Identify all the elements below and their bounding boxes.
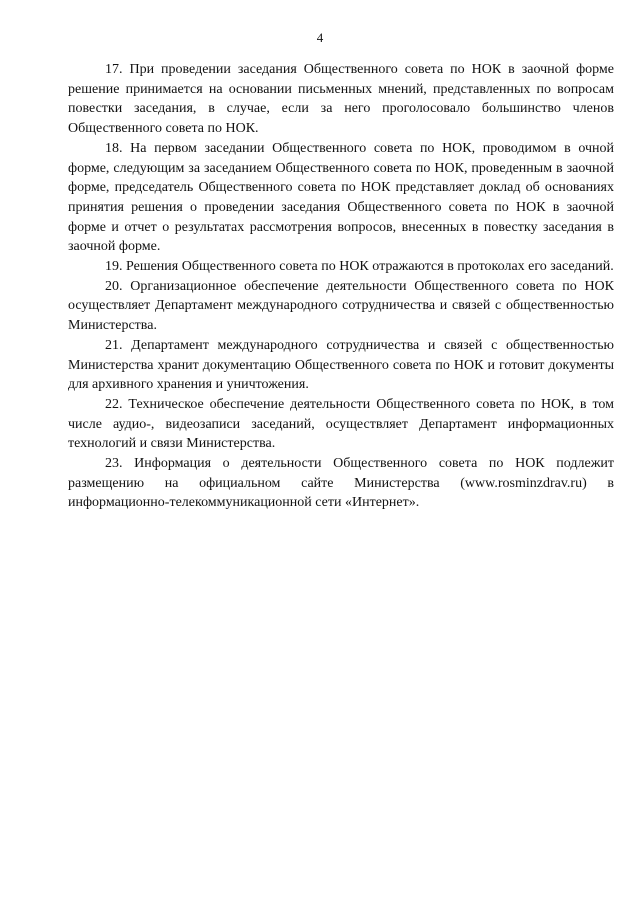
paragraph-23: 23. Информация о деятельности Общественного совета по НОК подлежит размещению на официальном сайте Министерства (www.rosminzdrav.ru) в информационно-телекоммуникационной сети «Интернет». (68, 456, 614, 511)
paragraph-20: 20. Организационное обеспечение деятельности Общественного совета по НОК осуществляет Департамент международного сотрудничества и связей с общественностью Министерства. (68, 278, 614, 334)
paragraph-18: 18. На первом заседании Общественного совета по НОК, проводимом в очной форме, следующим за заседанием Общественного совета по НОК, проведенным в заочной форме, председатель Общественного совета по НОК представляет доклад об основаниях принятия решения о проведении заседания Общественного совета по НОК в заочной форме и отчет о результатах рассмотрения вопросов, внесенных в повестку заседания в заочной форме. (68, 140, 614, 255)
paragraph-21: 21. Департамент международного сотрудничества и связей с общественностью Министерства хранит документацию Общественного совета по НОК и готовит документы для архивного хранения и уничтожения. (68, 337, 614, 393)
paragraph-17: 17. При проведении заседания Общественного совета по НОК в заочной форме решение принимается на основании письменных мнений, представленных по вопросам повестки заседания, в случае, если за него проголосовало большинство членов Общественного совета по НОК. (68, 62, 614, 137)
document-body (68, 60, 614, 513)
paragraph-22: 22. Техническое обеспечение деятельности Общественного совета по НОК, в том числе аудио-, видеозаписи заседаний, осуществляет Департамент информационных технологий и связи Министерства. (68, 396, 614, 452)
page-number: 4 (316, 30, 324, 45)
paragraph-19: 19. Решения Общественного совета по НОК отражаются в протоколах его заседаний. (105, 259, 614, 275)
